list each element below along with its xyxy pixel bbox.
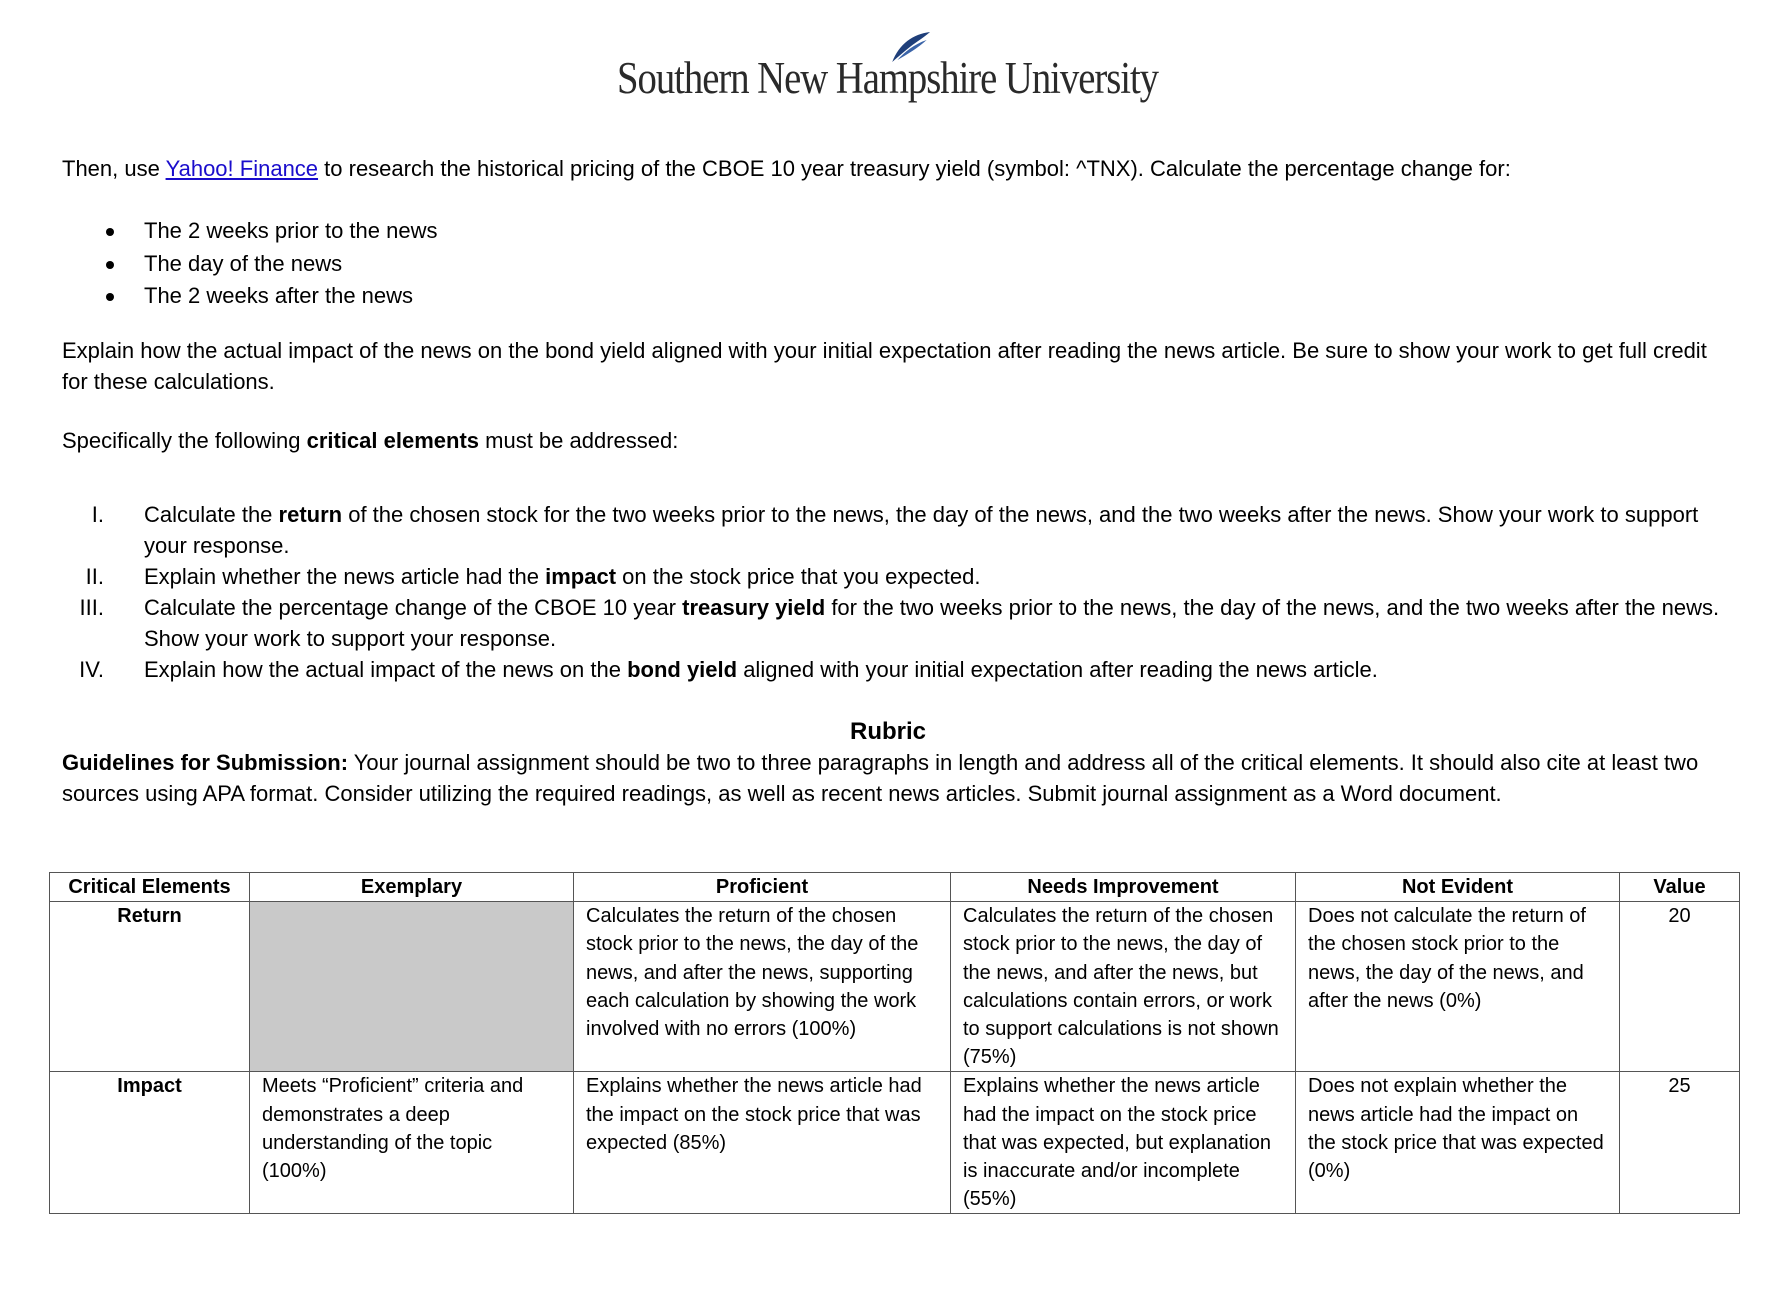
university-logo [0,52,1776,104]
column-header: Exemplary [250,873,574,902]
critical-element-cell: Return [50,902,250,1072]
critical-elements-intro: Specifically the following critical elements must be addressed: [62,428,679,453]
rubric-title: Rubric [849,718,926,745]
list-number: II. [85,564,104,589]
explain-paragraph: Explain how the actual impact of the news on the bond yield aligned with your initial expectation after reading the news article. Be sure to show your work to get full credit for these calculations. [62,338,1707,394]
list-number: I. [91,502,104,527]
leaf-swoosh-icon [891,30,932,64]
list-item: III. Calculate the percentage change of the CBOE 10 year treasury yield for the two weeks prior to the news, the day of the news, and the two weeks after the news. Show your work to support your response. [62,592,1732,654]
table-header-row [50,873,1740,902]
value-cell: 25 [1620,1072,1740,1214]
list-item: The 2 weeks after the news [62,280,437,313]
not-evident-cell: Does not calculate the return of the chosen stock prior to the news, the day of the news, and after the news (0%) [1296,902,1620,1072]
column-header: Value [1620,873,1740,902]
column-header: Not Evident [1296,873,1620,902]
list-item: IV. Explain how the actual impact of the news on the bond yield aligned with your initial expectation after reading the news article. [62,654,1732,685]
list-number: IV. [79,657,104,682]
table-row [50,1072,1740,1214]
rubric-table [49,872,1740,1214]
column-header: Proficient [574,873,951,902]
critical-elements-list [62,499,1732,685]
proficient-cell: Calculates the return of the chosen stock prior to the news, the day of the news, and after the news, supporting each calculation by showing the work involved with no errors (100%) [574,902,951,1072]
logo-text: Southern New Hampshire University [617,53,1159,103]
list-number: III. [79,595,104,620]
list-item: The 2 weeks prior to the news [62,215,437,248]
list-item: I. Calculate the return of the chosen stock for the two weeks prior to the news, the day of the news, and the two weeks after the news. Show your work to support your response. [62,499,1732,561]
list-item: II. Explain whether the news article had the impact on the stock price that you expected. [62,561,1732,592]
column-header: Needs Improvement [951,873,1296,902]
table-row [50,902,1740,1072]
critical-element-cell: Impact [50,1072,250,1214]
exemplary-cell: Meets “Proficient” criteria and demonstrates a deep understanding of the topic (100%) [250,1072,574,1214]
needs-improvement-cell: Calculates the return of the chosen stock prior to the news, the day of the news, and after the news, but calculations contain errors, or work to support calculations is not shown (75%) [951,902,1296,1072]
value-cell: 20 [1620,902,1740,1072]
yahoo-finance-link[interactable]: Yahoo! Finance [165,156,319,181]
needs-improvement-cell: Explains whether the news article had the impact on the stock price that was expected, but explanation is inaccurate and/or incomplete (55%) [951,1072,1296,1214]
intro-paragraph: Then, use Yahoo! Finance to research the historical pricing of the CBOE 10 year treasury yield (symbol: ^TNX). Calculate the percentage change for: [62,156,1511,181]
guidelines-paragraph: Guidelines for Submission: Your journal assignment should be two to three paragraphs in length and address all of the critical elements. It should also cite at least two sources using APA format. Consider utilizing the required readings, as well as recent news articles. Submit journal assignment as a Word document. [62,750,1699,806]
exemplary-cell [250,902,574,1072]
column-header: Critical Elements [50,873,250,902]
not-evident-cell: Does not explain whether the news article had the impact on the stock price that was expected (0%) [1296,1072,1620,1214]
list-item: The day of the news [62,248,437,281]
proficient-cell: Explains whether the news article had the impact on the stock price that was expected (85%) [574,1072,951,1214]
bullet-list [62,215,437,313]
